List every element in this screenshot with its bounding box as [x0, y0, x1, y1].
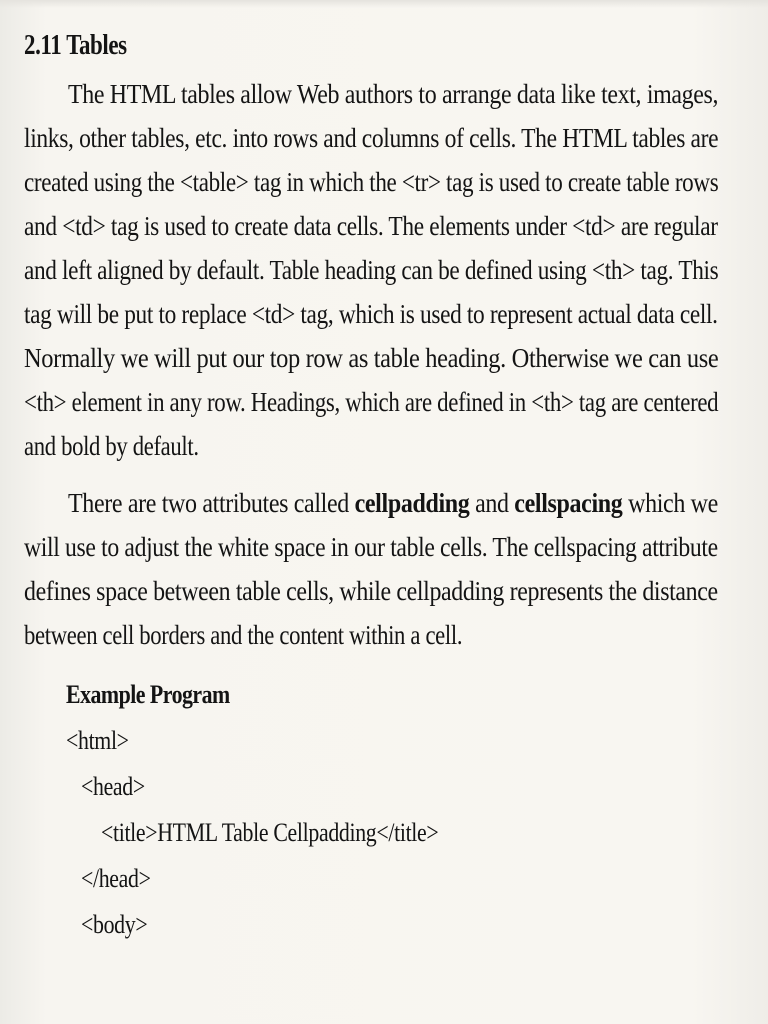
paragraph-line: The HTML tables allow Web authors to arrange data like text, images, — [68, 79, 719, 109]
paragraph-line: defines space between table cells, while cellpadding represents the distance — [24, 576, 718, 606]
code-line: </head> — [81, 864, 151, 893]
text-run: which we — [622, 488, 718, 518]
example-heading: Example Program — [66, 680, 230, 709]
paragraph-cell-attributes — [24, 481, 718, 657]
section-heading: 2.11 Tables — [24, 30, 127, 61]
term-cellpadding: cellpadding — [354, 488, 470, 518]
paragraph-line: between cell borders and the content within a cell. — [24, 620, 463, 650]
paragraph-line: Normally we will put our top row as table heading. Otherwise we can use — [24, 343, 719, 373]
paragraph-line: created using the <table> tag in which the <tr> tag is used to create table rows — [24, 167, 719, 197]
paragraph-line: and <td> tag is used to create data cells. The elements under <td> are regular — [24, 211, 718, 241]
paragraph-tables-intro — [24, 72, 718, 468]
code-line: <head> — [81, 772, 145, 801]
paragraph-line: <th> element in any row. Headings, which are defined in <th> tag are centered — [24, 387, 719, 417]
paragraph-line: links, other tables, etc. into rows and columns of cells. The HTML tables are — [24, 123, 719, 153]
text-run: and — [469, 488, 515, 518]
example-program — [66, 672, 666, 948]
scan-shadow — [0, 0, 768, 8]
code-line: <title>HTML Table Cellpadding</title> — [101, 818, 439, 847]
code-line: <body> — [81, 910, 148, 939]
code-line: <html> — [66, 726, 129, 755]
paragraph-line: tag will be put to replace <td> tag, which is used to represent actual data cell. — [24, 299, 718, 329]
term-cellspacing: cellspacing — [514, 488, 623, 518]
paragraph-line: will use to adjust the white space in our table cells. The cellspacing attribute — [24, 532, 718, 562]
paragraph-line-with-bold — [24, 481, 718, 525]
paragraph-line: and bold by default. — [24, 431, 199, 461]
text-run: There are two attributes called — [68, 488, 355, 518]
paragraph-line: and left aligned by default. Table heading can be defined using <th> tag. This — [24, 255, 719, 285]
